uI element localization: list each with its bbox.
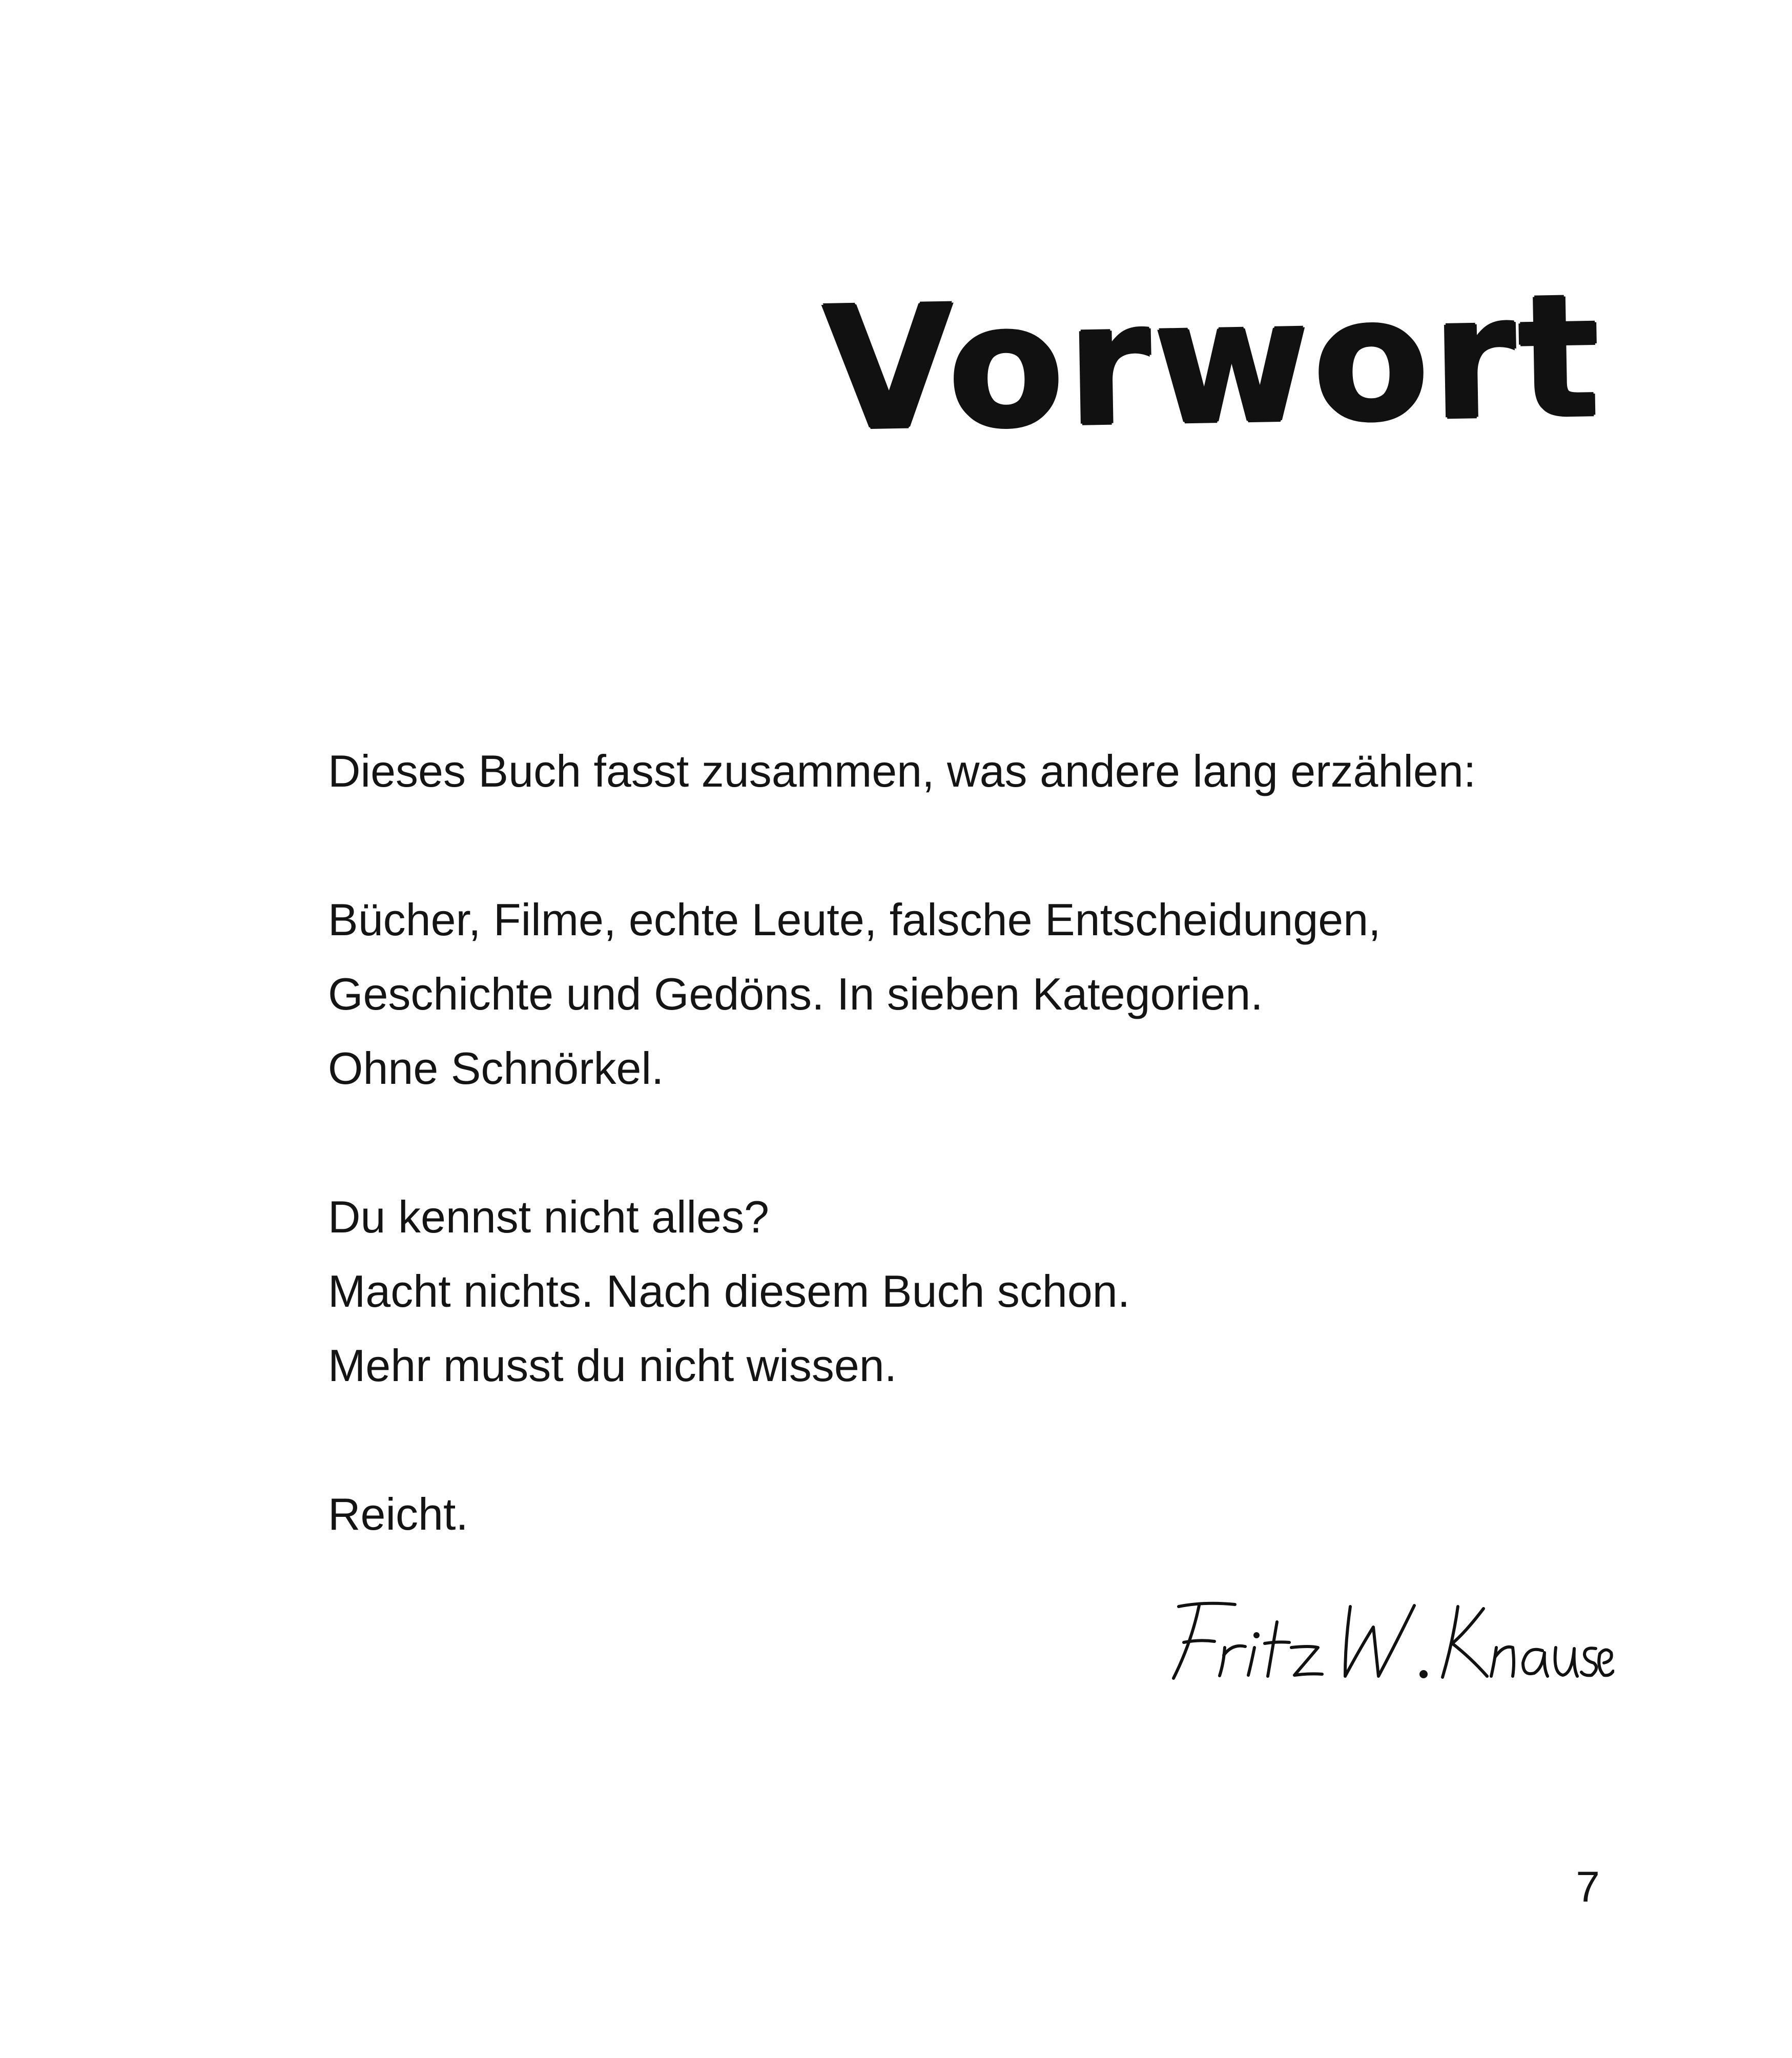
paragraph-gap <box>328 1105 1609 1180</box>
author-signature <box>1143 1586 1614 1694</box>
page-title: Vorwort <box>821 258 1604 468</box>
foreword-text <box>328 734 1609 1551</box>
closing-line: Reicht. <box>328 1489 468 1539</box>
question-line: Du kennst nicht alles? <box>328 1191 769 1242</box>
list-line-3: Ohne Schnörkel. <box>328 1043 664 1094</box>
answer-line-1: Macht nichts. Nach diesem Buch schon. <box>328 1266 1130 1316</box>
intro-line: Dieses Buch fasst zusammen, was andere lang erzählen: <box>328 746 1476 796</box>
page-number: 7 <box>1576 1863 1600 1911</box>
list-line-2: Geschichte und Gedöns. In sieben Kategorien. <box>328 969 1263 1019</box>
paragraph-gap <box>328 1403 1609 1477</box>
answer-line-2: Mehr musst du nicht wissen. <box>328 1340 897 1391</box>
paragraph-gap <box>328 808 1609 882</box>
list-line-1: Bücher, Filme, echte Leute, falsche Entscheidungen, <box>328 894 1381 945</box>
